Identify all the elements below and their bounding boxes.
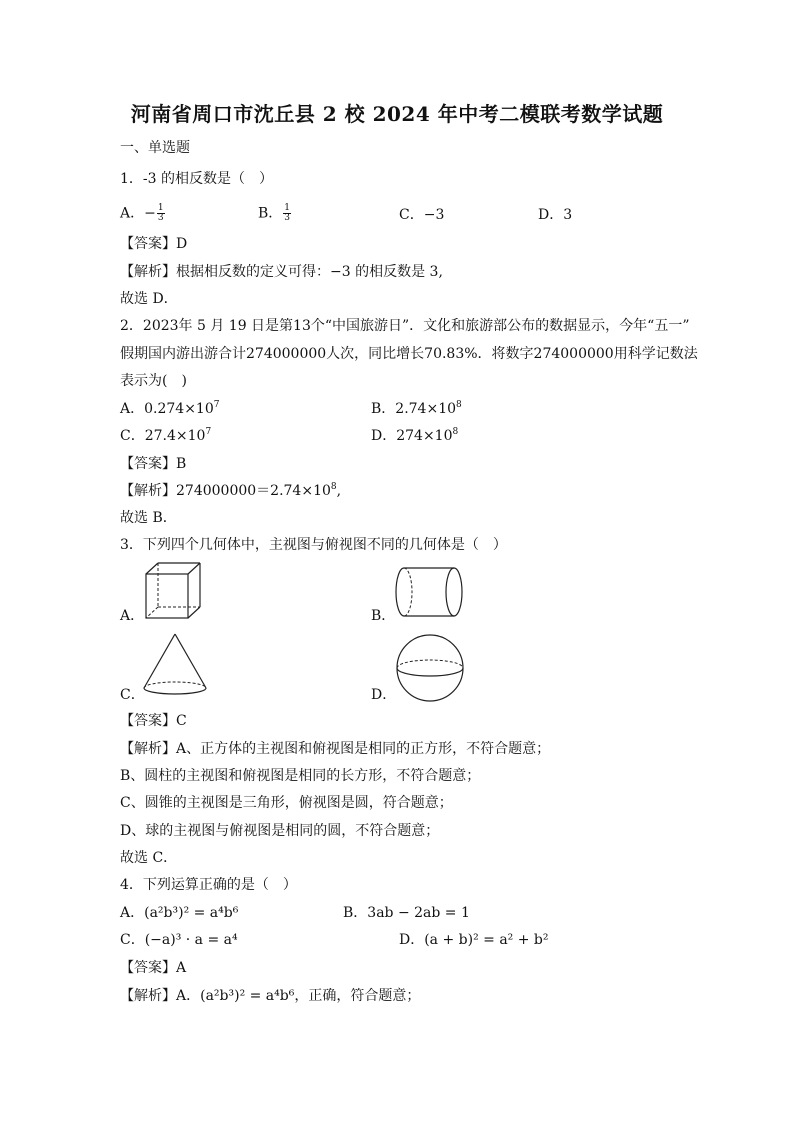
cylinder-figure — [393, 564, 465, 620]
q4-option-a: A．(a²b³)² = a⁴b⁶ — [120, 905, 239, 921]
q2-stem-line1: 2．2023年 5 月 19 日是第13个“中国旅游日”．文化和旅游部公布的数据显示，今年“五一” — [120, 318, 690, 334]
q2-stem-line3: 表示为( ) — [120, 373, 187, 389]
q4-analysis: 【解析】A．(a²b³)² = a⁴b⁶，正确，符合题意； — [120, 988, 421, 1004]
q4-option-c: C．(−a)³ · a = a⁴ — [120, 932, 238, 948]
q2-option-d: D．$274\times 10^8$ — [371, 427, 459, 444]
q3-analysis-2: B、圆柱的主视图和俯视图是相同的长方形，不符合题意； — [120, 768, 481, 784]
q1-option-c: C．−3 — [399, 207, 445, 223]
q3-option-c-label: C． — [120, 687, 145, 703]
q4-option-b: B．3ab − 2ab = 1 — [343, 905, 470, 921]
sphere-figure — [394, 632, 466, 704]
section-heading: 一、单选题 — [120, 140, 190, 156]
q1-option-b: B． $\frac{1}{3}$ — [258, 203, 291, 223]
cube-figure — [142, 560, 204, 622]
q4-option-d: D．(a + b)² = a² + b² — [399, 932, 549, 948]
q3-analysis-3: C、圆锥的主视图是三角形，俯视图是圆，符合题意； — [120, 795, 453, 811]
q3-analysis-4: D、球的主视图与俯视图是相同的圆，不符合题意； — [120, 823, 440, 839]
q4-answer: 【答案】A — [120, 960, 187, 976]
q3-stem: 3．下列四个几何体中，主视图与俯视图不同的几何体是（ ） — [120, 537, 507, 553]
q1-answer: 【答案】D — [120, 236, 188, 252]
q2-option-b: B．$2.74\times 10^8$ — [371, 400, 462, 417]
q3-conclusion: 故选 C． — [120, 850, 178, 866]
q2-answer: 【答案】B — [120, 456, 187, 472]
q3-option-d-label: D． — [371, 687, 397, 703]
q2-option-a: A．$0.274\times 10^7$ — [120, 400, 220, 417]
q1-option-d: D．3 — [538, 207, 573, 223]
q1-analysis: 【解析】根据相反数的定义可得：−3 的相反数是 3, — [120, 264, 443, 280]
q3-analysis-1: 【解析】A、正方体的主视图和俯视图是相同的正方形，不符合题意； — [120, 741, 551, 757]
q3-answer: 【答案】C — [120, 713, 187, 729]
q1-conclusion: 故选 D． — [120, 291, 178, 307]
q2-option-c: C．$27.4\times 10^7$ — [120, 427, 212, 444]
q2-analysis: 【解析】$274000000=2.74\times 10^8$, — [120, 482, 342, 499]
page-title: 河南省周口市沈丘县 2 校 2024 年中考二模联考数学试题 — [130, 102, 664, 126]
q3-option-a-label: A． — [120, 608, 145, 624]
q2-stem-line2: 假期国内游出游合计274000000人次，同比增长70.83%．将数字274000000用科学记数法 — [120, 346, 698, 362]
q1-option-a: A．− $\frac{1}{3}$ — [120, 203, 164, 223]
q3-option-b-label: B． — [371, 608, 396, 624]
q1-stem: 1．-3 的相反数是（ ） — [120, 171, 273, 187]
q4-stem: 4．下列运算正确的是（ ） — [120, 877, 297, 893]
q2-conclusion: 故选 B． — [120, 510, 177, 526]
cone-figure — [141, 632, 211, 698]
